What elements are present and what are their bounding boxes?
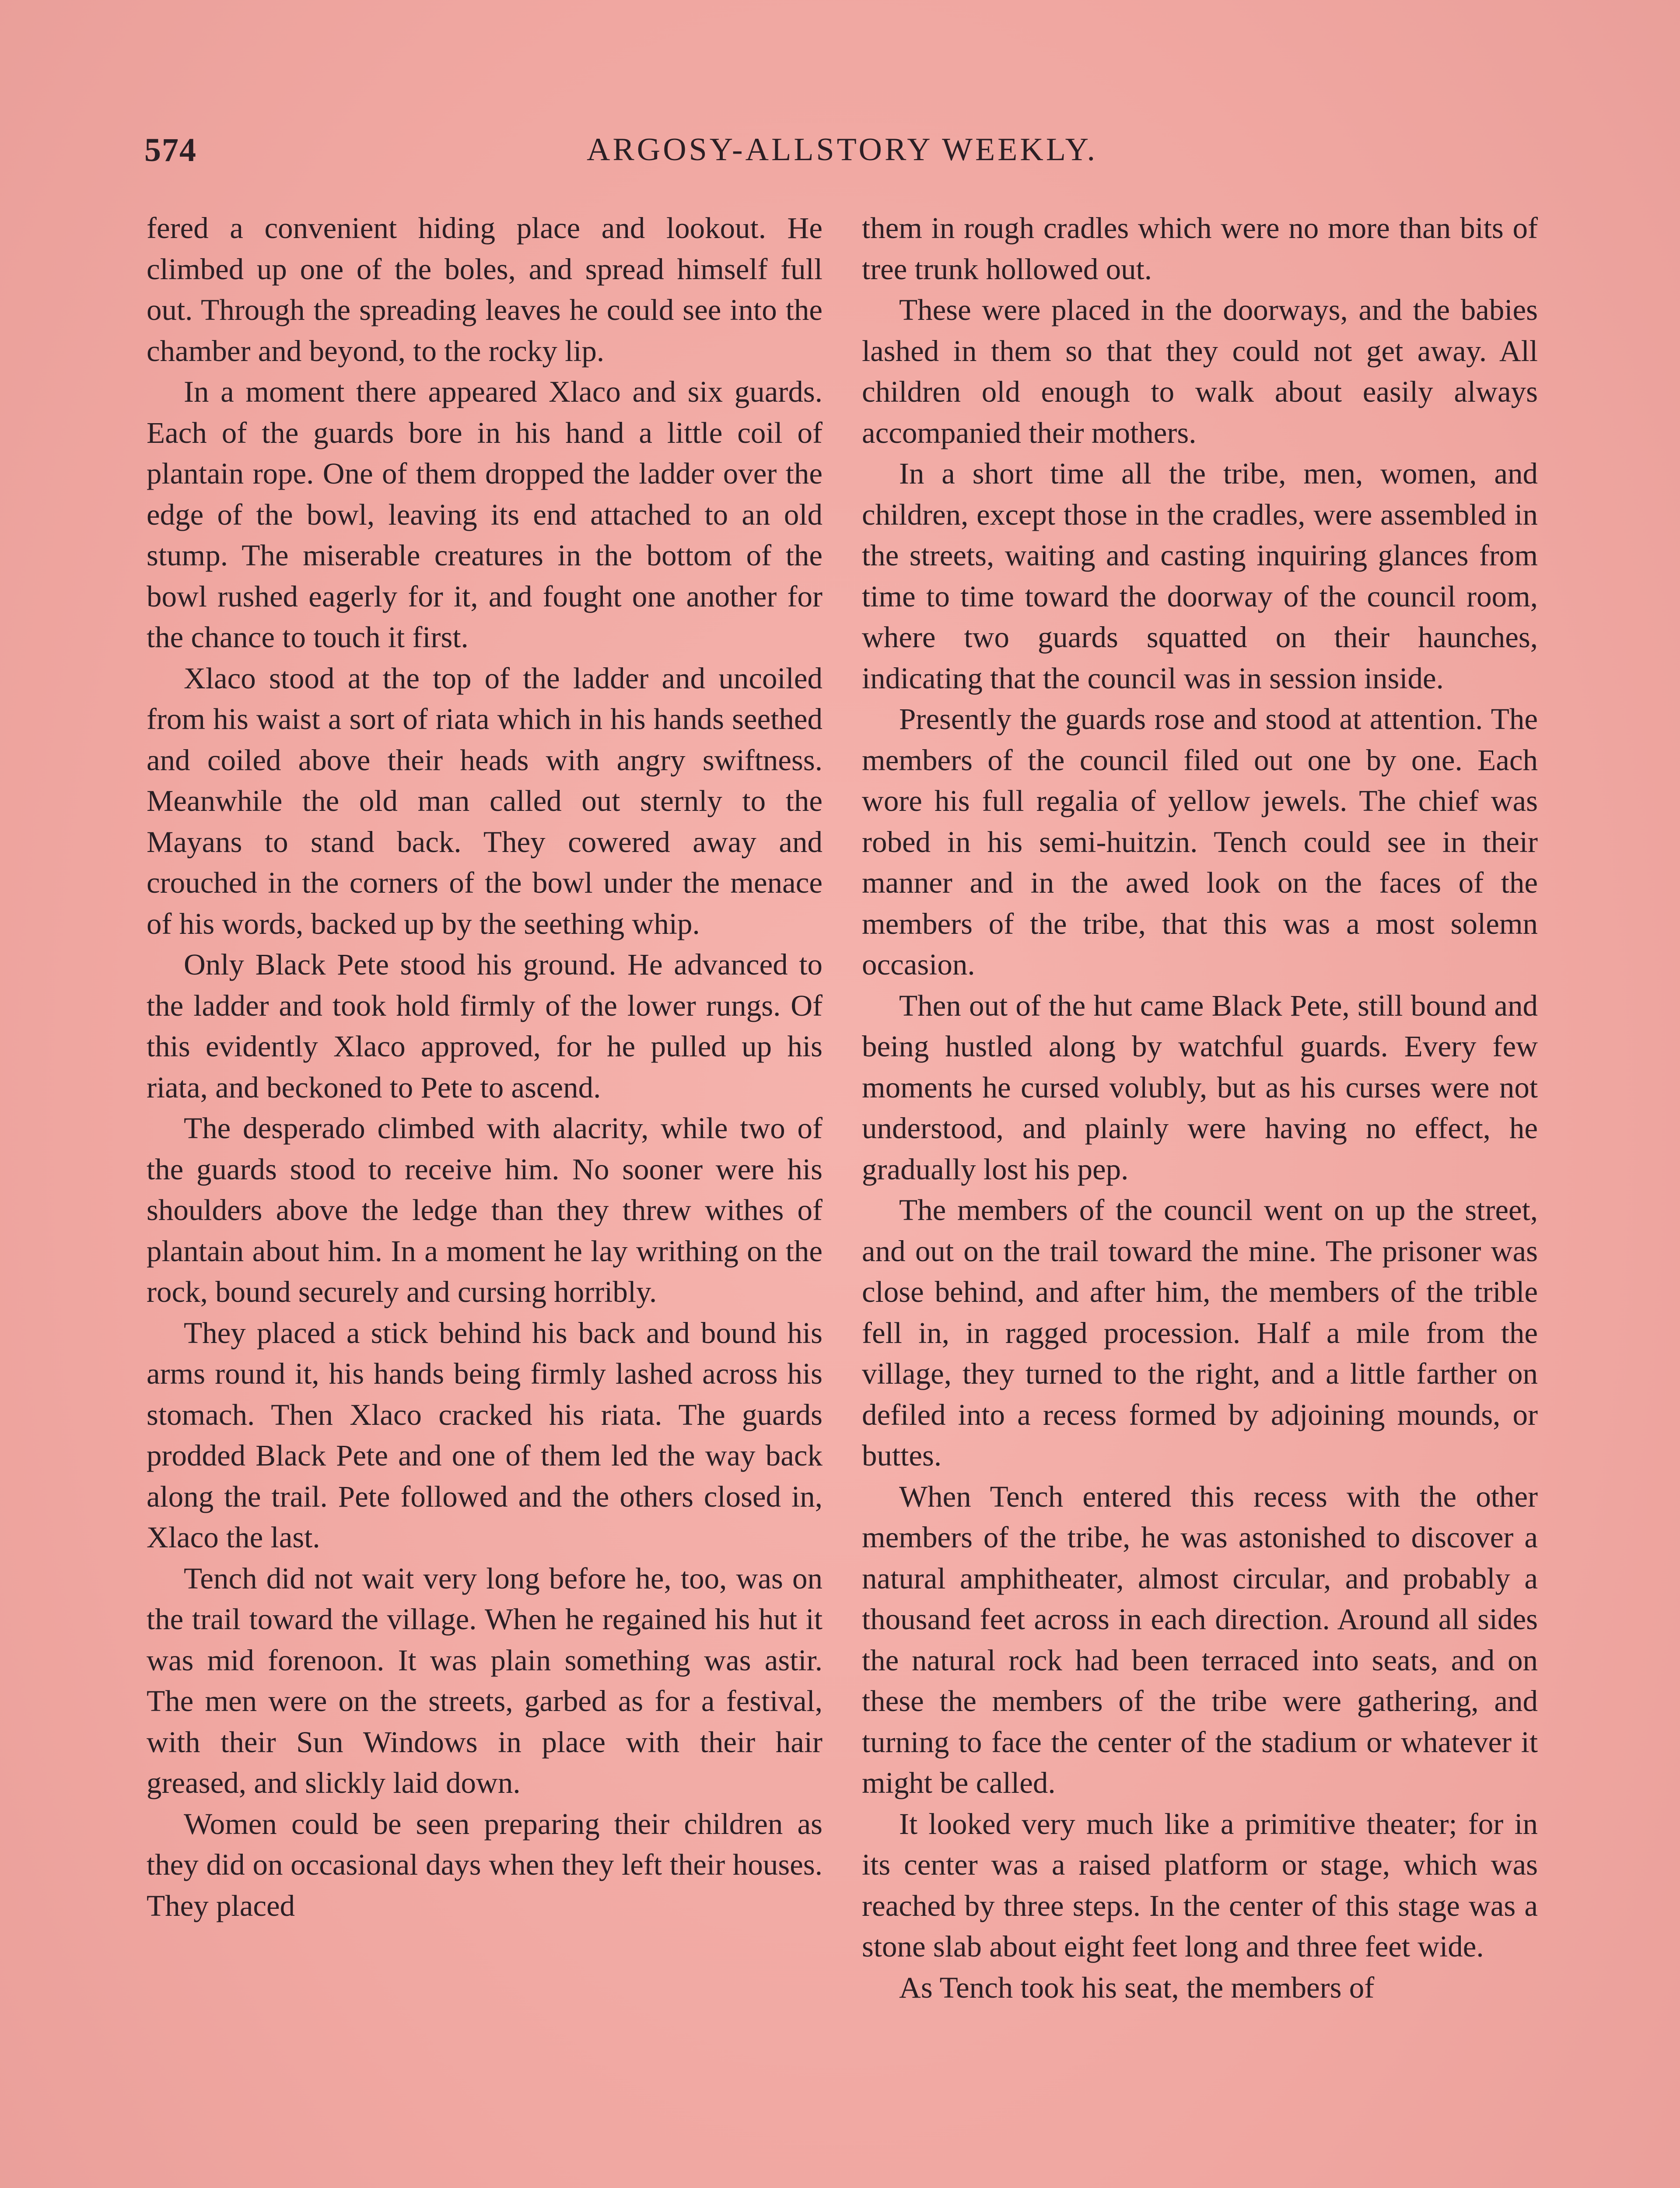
text-columns bbox=[147, 208, 1538, 2188]
paragraph: Tench did not wait very long before he, too, was on the trail toward the village. When he regained his hut it was mid forenoon. It was plain something was astir. The men were on the streets, garbed as for a festival, with their Sun Windows in place with their hair greased, and slickly laid down. bbox=[147, 1561, 822, 1799]
paragraph: When Tench entered this recess with the other members of the tribe, he was astonished to discover a natural amphitheater, almost circular, and probably a thousand feet across in each direction. Around all sides the natural rock had been terraced into seats, and on these the members of the tribe were gathering, and turning to face the center of the stadium or whatever it might be called. bbox=[862, 1480, 1538, 1799]
paragraph: These were placed in the doorways, and the babies lashed in them so that they could not get away. All children old enough to walk about easily always accompanied their mothers. bbox=[862, 293, 1538, 449]
paragraph: Xlaco stood at the top of the ladder and uncoiled from his waist a sort of riata which in his hands seethed and coiled above their heads with angry swiftness. Meanwhile the old man called out sternly to the Mayans to stand back. They cowered away and crouched in the corners of the bowl under the menace of his words, backed up by the seething whip. bbox=[147, 661, 822, 940]
running-head: ARGOSY-ALLSTORY WEEKLY. bbox=[586, 132, 1098, 168]
paragraph: Only Black Pete stood his ground. He advanced to the ladder and took hold firmly of the lower rungs. Of this evidently Xlaco approved, for he pulled up his riata, and beckoned to Pete to ascend. bbox=[147, 948, 822, 1104]
paragraph: In a short time all the tribe, men, women, and children, except those in the cradles, were assembled in the streets, waiting and casting inquiring glances from time to time toward the doorway of the council room, where two guards squatted on their haunches, indicating that the council was in session inside. bbox=[862, 457, 1538, 695]
paragraph: The desperado climbed with alacrity, while two of the guards stood to receive him. No sooner were his shoulders above the ledge than they threw withes of plantain about him. In a moment he lay writhing on the rock, bound securely and cursing horribly. bbox=[147, 1112, 822, 1308]
right-column bbox=[862, 208, 1538, 2188]
paragraph: them in rough cradles which were no more than bits of tree trunk hollowed out. bbox=[862, 211, 1538, 286]
left-column bbox=[147, 208, 822, 2188]
paragraph: They placed a stick behind his back and bound his arms round it, his hands being firmly lashed across his stomach. Then Xlaco cracked his riata. The guards prodded Black Pete and one of them led the way back along the trail. Pete followed and the others closed in, Xlaco the last. bbox=[147, 1316, 822, 1554]
paragraph: Then out of the hut came Black Pete, still bound and being hustled along by watchful guards. Every few moments he cursed volubly, but as his curses were not understood, and plainly were having no effect, he gradually lost his pep. bbox=[862, 989, 1538, 1186]
paragraph: Women could be seen preparing their children as they did on occasional days when they left their houses. They placed bbox=[147, 1807, 822, 1922]
paragraph: fered a convenient hiding place and lookout. He climbed up one of the boles, and spread himself full out. Through the spreading leaves he could see into the chamber and beyond, to the rocky lip. bbox=[147, 211, 822, 368]
page-header bbox=[144, 131, 1540, 184]
paragraph: The members of the council went on up the street, and out on the trail toward the mine. The prisoner was close behind, and after him, the members of the trible fell in, in ragged procession. Half a mile from the village, they turned to the right, and a little farther on defiled into a recess formed by adjoining mounds, or buttes. bbox=[862, 1193, 1538, 1472]
page-number: 574 bbox=[144, 132, 197, 168]
paragraph: Presently the guards rose and stood at attention. The members of the council filed out one by one. Each wore his full regalia of yellow jewels. The chief was robed in his semi-huitzin. Tench could see in their manner and in the awed look on the faces of the members of the tribe, that this was a most solemn occasion. bbox=[862, 702, 1538, 981]
paragraph: As Tench took his seat, the members of bbox=[899, 1971, 1375, 2004]
paragraph: In a moment there appeared Xlaco and six guards. Each of the guards bore in his hand a little coil of plantain rope. One of them dropped the ladder over the edge of the bowl, leaving its end attached to an old stump. The miserable creatures in the bottom of the bowl rushed eagerly for it, and fought one another for the chance to touch it first. bbox=[147, 375, 822, 654]
paragraph: It looked very much like a primitive theater; for in its center was a raised platform or stage, which was reached by three steps. In the center of this stage was a stone slab about eight feet long and three feet wide. bbox=[862, 1807, 1538, 1963]
